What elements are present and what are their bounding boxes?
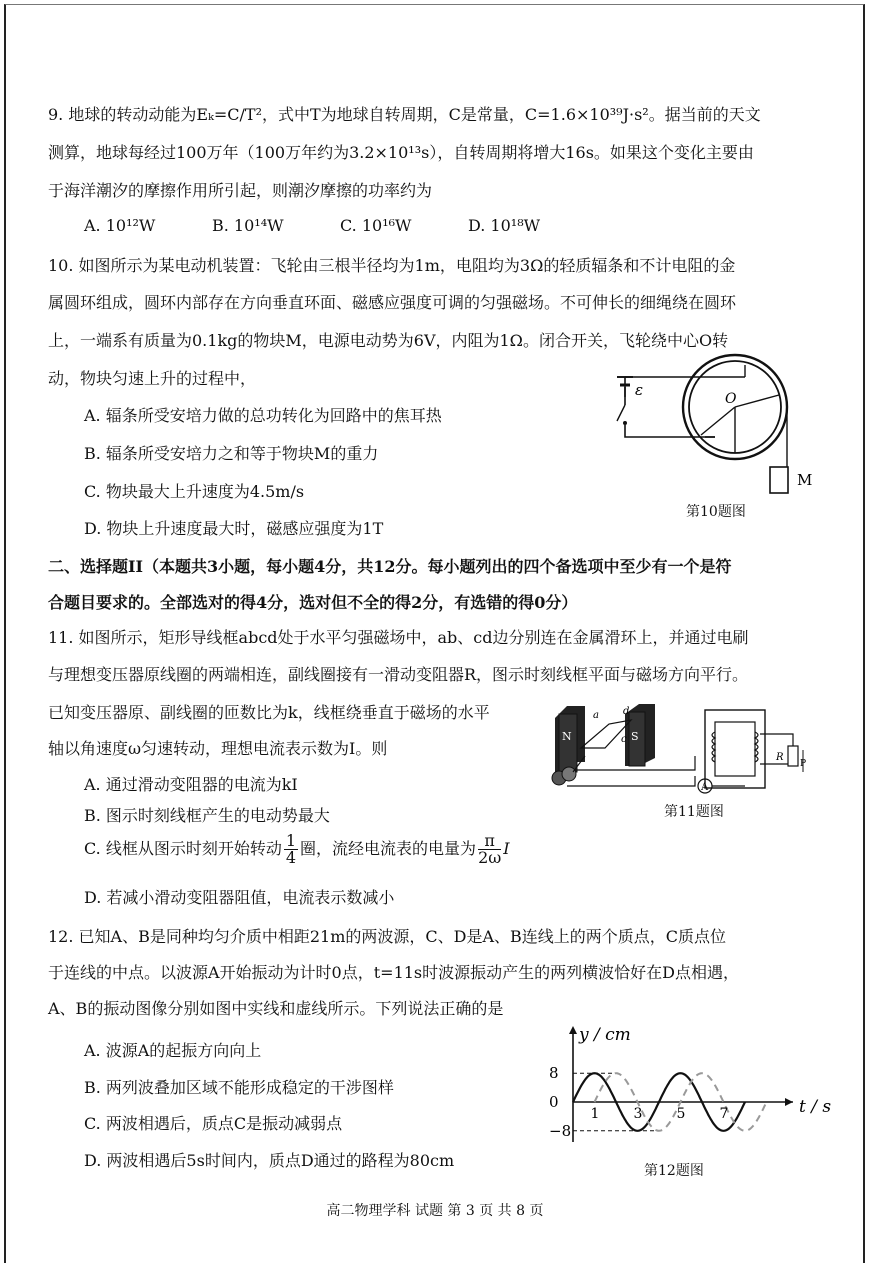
q10-option-a: A. 辐条所受安培力做的总功转化为回路中的焦耳热 [84, 406, 442, 425]
y-axis-label: y / cm [579, 1025, 631, 1045]
q11-frac1-num: 1 [285, 831, 297, 850]
q9-option-c: C. 10¹⁶W [340, 216, 412, 235]
q10-line1: 10. 如图所示为某电动机装置：飞轮由三根半径均为1m，电阻均为3Ω的轻质辐条和不计电阻的金 [48, 256, 736, 275]
q11-figure [545, 700, 815, 800]
q10-option-d: D. 物块上升速度最大时，磁感应强度为1T [84, 519, 384, 538]
y-tick-label: −8 [549, 1121, 572, 1140]
q11-option-b: B. 图示时刻线框产生的电动势最大 [84, 806, 330, 825]
q11-option-c-prefix: C. 线框从图示时刻开始转动 [84, 839, 282, 858]
q12-line2: 于连线的中点。以波源A开始振动为计时0点，t=11s时波源振动产生的两列横波恰好在D点相遇， [48, 963, 739, 982]
q9-line3: 于海洋潮汐的摩擦作用所引起，则潮汐摩擦的功率约为 [48, 181, 433, 200]
q11-figure-caption: 第11题图 [664, 804, 724, 820]
q11-label-c: c [621, 734, 627, 745]
q11-option-c-suffix: I [503, 839, 510, 858]
q11-magnet-n-label: N [562, 730, 572, 743]
q9-option-b: B. 10¹⁴W [212, 216, 284, 235]
q11-option-a: A. 通过滑动变阻器的电流为kI [84, 775, 298, 794]
q11-slider-label: P [800, 759, 807, 769]
x-tick-label: 5 [676, 1106, 686, 1122]
q12-line1: 12. 已知A、B是同种均匀介质中相距21m的两波源，C、D是A、B连线上的两个质点，C质点位 [48, 927, 727, 946]
q12-option-b: B. 两列波叠加区域不能形成稳定的干涉图样 [84, 1078, 394, 1097]
q11-option-c [84, 833, 510, 866]
y-tick-label: 0 [549, 1093, 559, 1111]
q11-frac2-num: π [478, 833, 501, 850]
q10-line2: 属圆环组成，圆环内部存在方向垂直环面、磁感应强度可调的匀强磁场。不可伸长的细绳绕在圆环 [48, 293, 737, 312]
q10-center-label: O [725, 391, 737, 407]
q11-line2: 与理想变压器原线圈的两端相连，副线圈接有一滑动变阻器R，图示时刻线框平面与磁场方向平行。 [48, 665, 749, 684]
q12-vibration-chart [535, 1022, 832, 1162]
q9-line1: 9. 地球的转动动能为Eₖ=C/T²，式中T为地球自转周期，C是常量，C=1.6×10³⁹J·s²。据当前的天文 [48, 105, 761, 124]
q10-option-c: C. 物块最大上升速度为4.5m/s [84, 482, 305, 501]
q11-line3: 已知变压器原、副线圈的匝数比为k，线框绕垂直于磁场的水平 [48, 703, 490, 722]
q11-rheostat-label: R [776, 752, 784, 763]
q11-frac1-den: 4 [285, 848, 297, 867]
q10-figure-caption: 第10题图 [686, 504, 746, 520]
q12-figure-caption: 第12题图 [644, 1163, 704, 1179]
x-tick-label: 7 [719, 1106, 729, 1122]
q10-figure [605, 365, 815, 500]
q10-line4: 动，物块匀速上升的过程中， [48, 369, 257, 388]
x-tick-label: 3 [633, 1106, 643, 1122]
section2-line1: 二、选择题II（本题共3小题，每小题4分，共12分。每小题列出的四个备选项中至少有一个是符 [48, 557, 732, 576]
q11-label-a: a [593, 710, 599, 721]
x-axis-arrow [785, 1098, 793, 1106]
x-tick-label: 1 [590, 1106, 600, 1122]
q9-line2: 测算，地球每经过100万年（100万年约为3.2×10¹³s），自转周期将增大16s。如果这个变化主要由 [48, 143, 754, 162]
section2-line2: 合题目要求的。全部选对的得4分，选对但不全的得2分，有选错的得0分） [48, 593, 578, 612]
y-axis-arrow [569, 1026, 577, 1034]
q12-option-a: A. 波源A的起振方向向上 [84, 1041, 262, 1060]
q12-line3: A、B的振动图像分别如图中实线和虚线所示。下列说法正确的是 [48, 999, 504, 1018]
q11-option-c-middle: 圈，流经电流表的电量为 [300, 839, 477, 858]
q11-fraction-quarter [284, 833, 298, 866]
q10-mass-label: M [797, 471, 813, 489]
page-footer: 高二物理学科 试题 第 3 页 共 8 页 [326, 1203, 544, 1219]
x-axis-label: t / s [799, 1097, 832, 1117]
q11-line4: 轴以角速度ω匀速转动，理想电流表示数为I。则 [48, 739, 388, 758]
q12-option-d: D. 两波相遇后5s时间内，质点D通过的路程为80cm [84, 1151, 455, 1170]
q11-magnet-s-label: S [631, 730, 639, 743]
q10-line3: 上，一端系有质量为0.1kg的物块M，电源电动势为6V，内阻为1Ω。闭合开关，飞轮绕中心O转 [48, 331, 729, 350]
y-tick-label: 8 [549, 1064, 559, 1083]
q9-option-d: D. 10¹⁸W [468, 216, 541, 235]
q10-option-b: B. 辐条所受安培力之和等于物块M的重力 [84, 444, 379, 463]
q11-label-d: d [623, 706, 630, 717]
q12-option-c: C. 两波相遇后，质点C是振动减弱点 [84, 1114, 343, 1133]
q11-line1: 11. 如图所示，矩形导线框abcd处于水平匀强磁场中，ab、cd边分别连在金属滑环上，并通过电刷 [48, 628, 749, 647]
q10-emf-label: ε [635, 381, 644, 399]
q11-fraction-charge [478, 833, 501, 866]
q9-option-a: A. 10¹²W [84, 216, 156, 235]
q11-frac2-den: 2ω [478, 848, 502, 867]
q11-option-d: D. 若减小滑动变阻器阻值，电流表示数减小 [84, 888, 395, 907]
q11-ammeter-label: A [701, 782, 709, 793]
